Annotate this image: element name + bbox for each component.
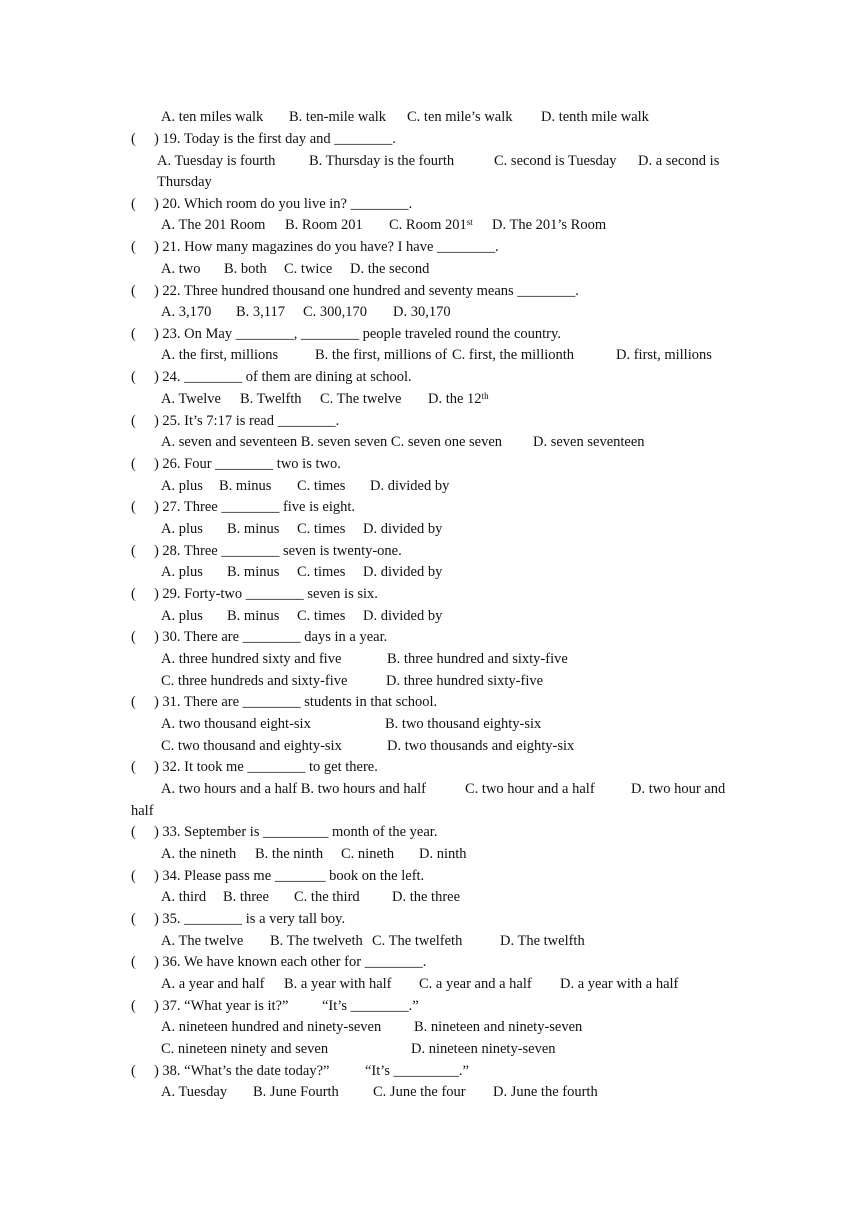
segment-text: A. Twelve: [161, 391, 221, 407]
text-segment: [131, 954, 426, 970]
text-segment: [500, 933, 585, 949]
segment-text: C. two hour and a half: [465, 781, 595, 797]
segment-text: ( ) 19. Today is the first day and ________.: [131, 131, 396, 147]
segment-text: A. three hundred sixty and five: [161, 651, 342, 667]
segment-text: C. nineth: [341, 846, 395, 862]
text-segment: [385, 716, 541, 732]
text-segment: [294, 889, 360, 905]
text-segment: [131, 499, 355, 515]
text-segment: [297, 478, 345, 494]
segment-text: B. a year with half: [284, 976, 392, 992]
segment-text: D. The twelfth: [500, 933, 585, 949]
text-segment: [227, 564, 279, 580]
segment-text: A. a year and half: [161, 976, 265, 992]
segment-text: D. the second: [350, 261, 430, 277]
text-segment: [289, 109, 386, 125]
text-segment: [309, 153, 454, 169]
segment-text: A. plus: [161, 478, 203, 494]
segment-text: A. plus: [161, 564, 203, 580]
text-segment: [419, 846, 467, 862]
segment-text: B. ten-mile walk: [289, 109, 387, 125]
text-segment: [253, 1084, 339, 1100]
text-segment: [131, 694, 437, 710]
segment-text: ( ) 28. Three ________ seven is twenty-one.: [131, 543, 402, 559]
segment-text: A. The 201 Room: [161, 217, 266, 233]
segment-text: B. The twelveth: [270, 933, 363, 949]
text-segment: [161, 1041, 328, 1057]
segment-text: A. plus: [161, 608, 203, 624]
text-segment: [414, 1019, 582, 1035]
text-segment: [236, 304, 285, 320]
text-segment: [131, 824, 437, 840]
segment-text: D. divided by: [370, 478, 450, 494]
text-segment: [157, 153, 275, 169]
ordinal-superscript: st: [466, 217, 473, 227]
text-segment: [533, 434, 645, 450]
text-segment: [161, 1019, 381, 1035]
text-segment: [161, 564, 203, 580]
segment-text: C. three hundreds and sixty-five: [161, 673, 348, 689]
text-segment: [373, 1084, 466, 1100]
segment-text: “It’s ________.”: [322, 998, 419, 1014]
text-segment: [387, 651, 568, 667]
text-segment: [224, 261, 267, 277]
text-segment: [392, 889, 460, 905]
text-segment: [363, 564, 442, 580]
segment-text: A. Tuesday: [161, 1084, 228, 1100]
text-segment: [131, 369, 412, 385]
segment-text: ( ) 36. We have known each other for ________.: [131, 954, 427, 970]
text-segment: [240, 391, 302, 407]
text-segment: [227, 521, 279, 537]
text-segment: [284, 976, 392, 992]
segment-text: C. ten mile’s walk: [407, 109, 513, 125]
text-segment: [161, 846, 236, 862]
text-segment: [255, 846, 323, 862]
segment-text: D. divided by: [363, 521, 443, 537]
text-segment: [494, 153, 616, 169]
text-segment: [131, 456, 341, 472]
text-segment: [616, 347, 712, 363]
text-segment: [284, 261, 332, 277]
text-segment: [161, 478, 203, 494]
segment-text: ( ) 27. Three ________ five is eight.: [131, 499, 356, 515]
segment-text: half: [131, 803, 154, 819]
segment-text: B. three: [223, 889, 269, 905]
segment-text: C. twice: [284, 261, 333, 277]
text-segment: [161, 1084, 227, 1100]
segment-text: Thursday: [157, 174, 212, 190]
segment-text: A. the nineth: [161, 846, 237, 862]
segment-text: D. the three: [392, 889, 461, 905]
segment-text: B. minus: [227, 608, 280, 624]
segment-text: C. first, the millionth: [452, 347, 575, 363]
segment-text: A. third: [161, 889, 207, 905]
segment-text: C. nineteen ninety and seven: [161, 1041, 329, 1057]
text-segment: [320, 391, 401, 407]
text-segment: [631, 781, 725, 797]
text-segment: [161, 347, 278, 363]
text-segment: [131, 759, 378, 775]
segment-text: ( ) 30. There are ________ days in a year.: [131, 629, 388, 645]
text-segment: [157, 174, 212, 190]
segment-text: B. June Fourth: [253, 1084, 339, 1100]
segment-text: D. a second is: [638, 153, 720, 169]
text-segment: [223, 889, 269, 905]
segment-text: D. divided by: [363, 608, 443, 624]
text-segment: [419, 976, 532, 992]
text-segment: [131, 196, 412, 212]
text-segment: [227, 608, 279, 624]
segment-text: C. times: [297, 478, 346, 494]
text-segment: [131, 543, 402, 559]
text-segment: [131, 629, 387, 645]
segment-text: B. the first, millions of: [315, 347, 448, 363]
segment-text: ( ) 23. On May ________, ________ people traveled round the country.: [131, 326, 561, 342]
segment-text: ( ) 38. “What’s the date today?”: [131, 1063, 330, 1079]
segment-text: “It’s _________.”: [365, 1063, 469, 1079]
text-segment: [365, 1063, 469, 1079]
text-segment: [465, 781, 595, 797]
text-segment: [161, 217, 265, 233]
text-segment: [297, 564, 345, 580]
text-segment: [161, 651, 341, 667]
segment-text: B. minus: [219, 478, 272, 494]
segment-text: C. The twelve: [320, 391, 402, 407]
text-segment: [315, 347, 447, 363]
segment-text: ( ) 29. Forty-two ________ seven is six.: [131, 586, 378, 602]
text-segment: [161, 716, 311, 732]
segment-text: ( ) 37. “What year is it?”: [131, 998, 289, 1014]
segment-text: ( ) 21. How many magazines do you have? I have ________.: [131, 239, 499, 255]
segment-text: C. The twelfeth: [372, 933, 463, 949]
text-segment: [161, 673, 347, 689]
segment-text: ( ) 32. It took me ________ to get there.: [131, 759, 378, 775]
segment-text: B. Twelfth: [240, 391, 302, 407]
text-segment: [161, 521, 203, 537]
segment-text: C. times: [297, 608, 346, 624]
segment-text: A. plus: [161, 521, 203, 537]
segment-text: A. seven and seventeen B. seven seven C. seven one seven: [161, 434, 503, 450]
segment-text: B. two thousand eighty-six: [385, 716, 542, 732]
text-segment: [131, 283, 579, 299]
text-segment: [493, 1084, 598, 1100]
segment-text: C. Room 201: [389, 217, 467, 233]
segment-text: C. the third: [294, 889, 360, 905]
segment-text: C. second is Tuesday: [494, 153, 617, 169]
segment-text: A. the first, millions: [161, 347, 279, 363]
segment-text: A. two hours and a half B. two hours and half: [161, 781, 426, 797]
segment-text: ( ) 26. Four ________ two is two.: [131, 456, 341, 472]
segment-text: A. two thousand eight-six: [161, 716, 311, 732]
segment-text: D. seven seventeen: [533, 434, 645, 450]
text-segment: [285, 217, 363, 233]
segment-text: B. Room 201: [285, 217, 363, 233]
segment-text: ( ) 20. Which room do you live in? ________.: [131, 196, 413, 212]
text-segment: [411, 1041, 556, 1057]
text-segment: [303, 304, 367, 320]
segment-text: D. ninth: [419, 846, 467, 862]
segment-text: A. two: [161, 261, 201, 277]
text-segment: [131, 998, 288, 1014]
text-segment: [161, 933, 243, 949]
segment-text: D. three hundred sixty-five: [386, 673, 544, 689]
segment-text: C. a year and a half: [419, 976, 532, 992]
segment-text: ( ) 24. ________ of them are dining at school.: [131, 369, 412, 385]
text-segment: [322, 998, 419, 1014]
segment-text: B. the ninth: [255, 846, 324, 862]
segment-text: ( ) 33. September is _________ month of the year.: [131, 824, 438, 840]
text-segment: [452, 347, 574, 363]
text-segment: [131, 131, 396, 147]
text-segment: [161, 608, 203, 624]
text-segment: [131, 803, 154, 819]
text-segment: [407, 109, 513, 125]
text-segment: [219, 478, 271, 494]
text-segment: [161, 889, 206, 905]
text-segment: [131, 1063, 330, 1079]
text-segment: [131, 586, 378, 602]
text-segment: [393, 304, 451, 320]
segment-text: D. 30,170: [393, 304, 451, 320]
text-segment: [297, 521, 345, 537]
text-segment: [638, 153, 719, 169]
segment-text: D. first, millions: [616, 347, 712, 363]
segment-text: C. two thousand and eighty-six: [161, 738, 342, 754]
text-segment: [161, 391, 221, 407]
text-segment: [386, 673, 543, 689]
segment-text: B. nineteen and ninety-seven: [414, 1019, 583, 1035]
segment-text: ( ) 22. Three hundred thousand one hundred and seventy means ________.: [131, 283, 579, 299]
segment-text: C. June the four: [373, 1084, 466, 1100]
segment-text: D. The 201’s Room: [492, 217, 607, 233]
text-segment: [363, 521, 442, 537]
ordinal-superscript: th: [481, 391, 489, 401]
text-segment: [161, 976, 264, 992]
text-segment: [350, 261, 429, 277]
text-segment: [492, 217, 606, 233]
text-segment: [131, 911, 345, 927]
segment-text: D. two thousands and eighty-six: [387, 738, 575, 754]
text-segment: [270, 933, 363, 949]
segment-text: D. divided by: [363, 564, 443, 580]
text-segment: [560, 976, 678, 992]
text-segment: [297, 608, 345, 624]
text-segment: [428, 391, 489, 408]
text-segment: [370, 478, 449, 494]
text-segment: [161, 738, 342, 754]
segment-text: D. nineteen ninety-seven: [411, 1041, 556, 1057]
segment-text: A. 3,170: [161, 304, 212, 320]
segment-text: ( ) 34. Please pass me _______ book on the left.: [131, 868, 425, 884]
segment-text: B. both: [224, 261, 267, 277]
segment-text: A. Tuesday is fourth: [157, 153, 276, 169]
text-segment: [363, 608, 442, 624]
text-segment: [161, 781, 426, 797]
text-segment: [161, 109, 263, 125]
segment-text: A. The twelve: [161, 933, 244, 949]
segment-text: B. 3,117: [236, 304, 286, 320]
text-segment: [131, 239, 499, 255]
text-segment: [372, 933, 462, 949]
text-segment: [341, 846, 394, 862]
text-segment: [131, 868, 424, 884]
text-segment: [161, 261, 200, 277]
segment-text: D. two hour and: [631, 781, 726, 797]
text-segment: [131, 413, 339, 429]
text-segment: [389, 217, 473, 234]
text-segment: [131, 326, 561, 342]
segment-text: B. three hundred and sixty-five: [387, 651, 568, 667]
segment-text: D. a year with a half: [560, 976, 679, 992]
segment-text: C. times: [297, 521, 346, 537]
segment-text: C. 300,170: [303, 304, 368, 320]
segment-text: D. June the fourth: [493, 1084, 598, 1100]
segment-text: B. minus: [227, 564, 280, 580]
segment-text: B. minus: [227, 521, 280, 537]
segment-text: ( ) 31. There are ________ students in that school.: [131, 694, 438, 710]
segment-text: C. times: [297, 564, 346, 580]
segment-text: ( ) 25. It’s 7:17 is read ________.: [131, 413, 340, 429]
text-segment: [387, 738, 574, 754]
segment-text: ( ) 35. ________ is a very tall boy.: [131, 911, 346, 927]
text-segment: [161, 434, 502, 450]
text-segment: [541, 109, 649, 125]
text-segment: [161, 304, 211, 320]
segment-text: D. tenth mile walk: [541, 109, 649, 125]
segment-text: B. Thursday is the fourth: [309, 153, 455, 169]
segment-text: A. nineteen hundred and ninety-seven: [161, 1019, 382, 1035]
segment-text: D. the 12: [428, 391, 482, 407]
segment-text: A. ten miles walk: [161, 109, 264, 125]
